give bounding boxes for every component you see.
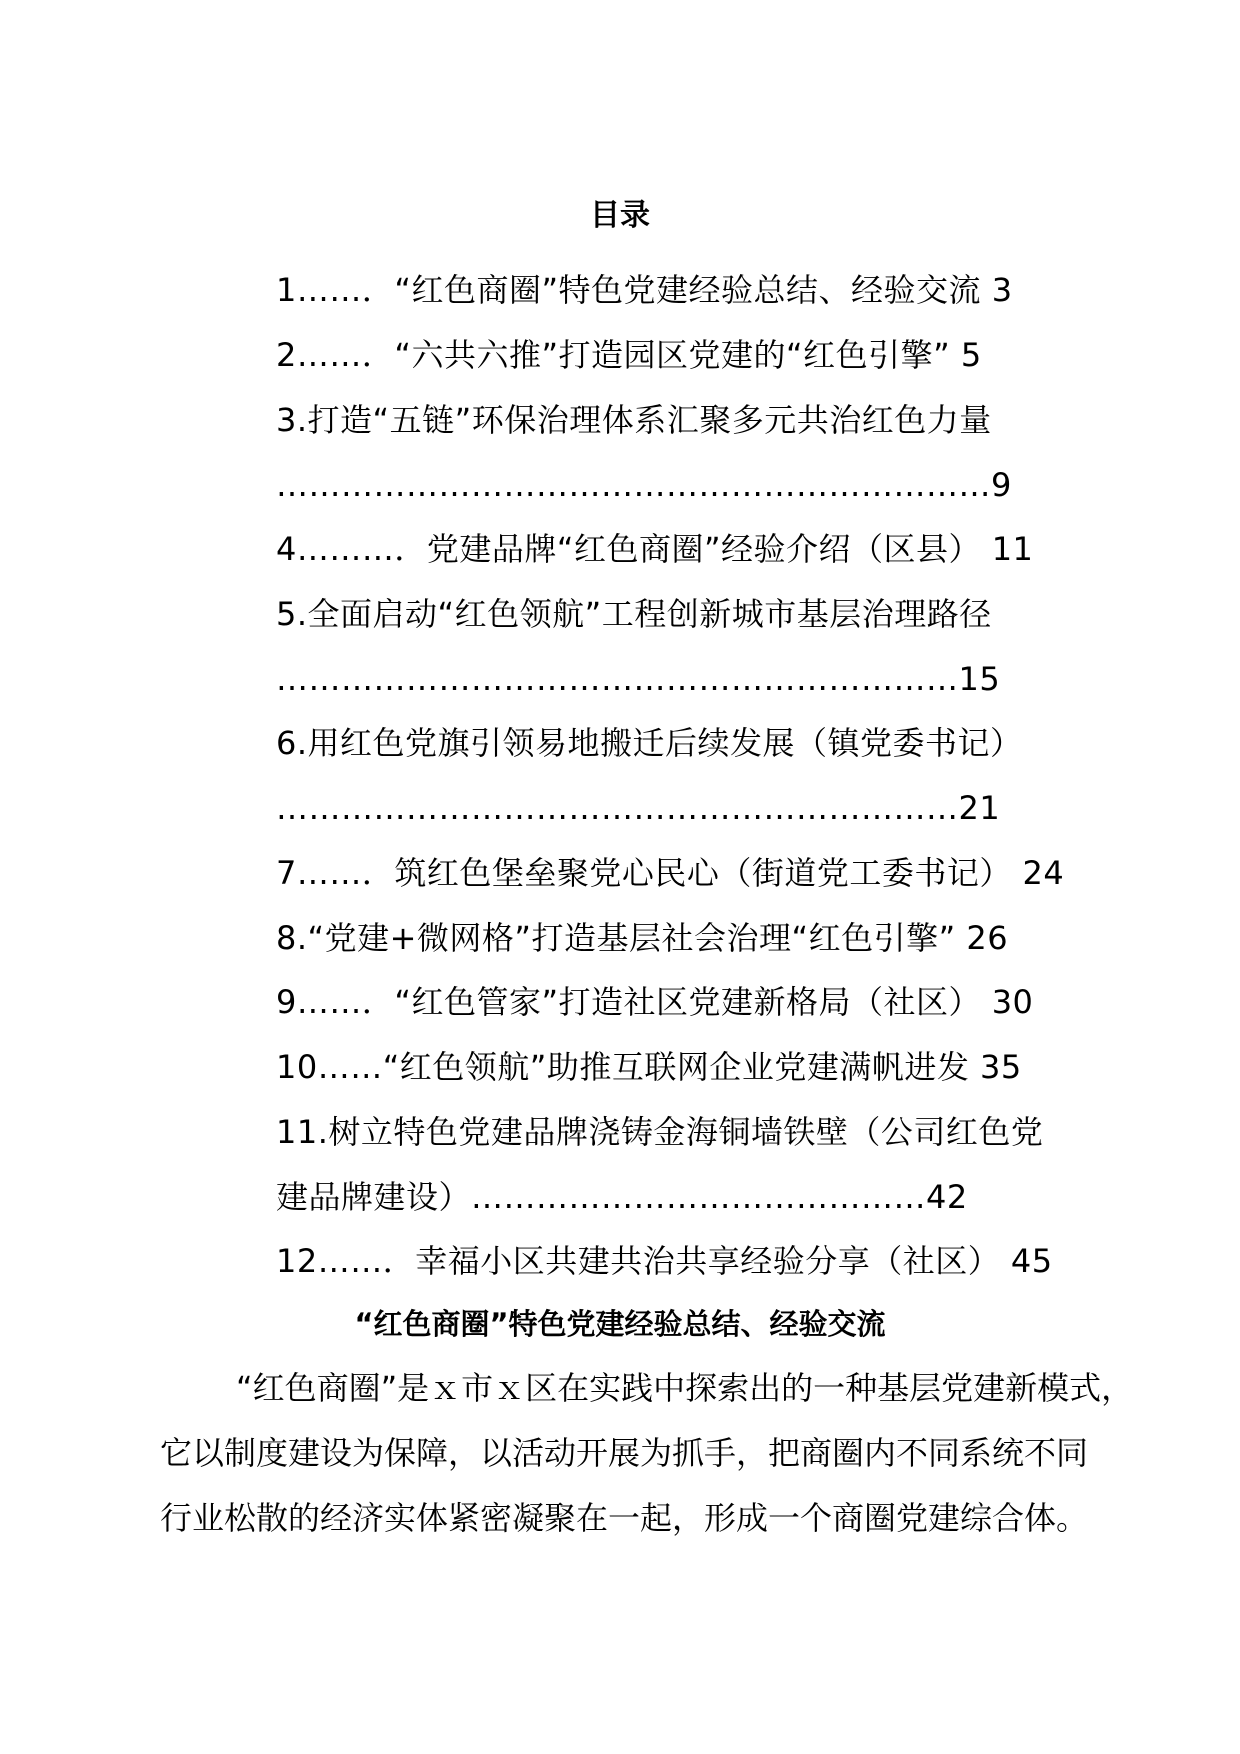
toc-entry-11: 11.树立特色党建品牌浇铸金海铜墙铁壁（公司红色党 <box>276 1113 1044 1151</box>
paragraph-line-3: 行业松散的经济实体紧密凝聚在一起，形成一个商圈党建综合体。 <box>160 1499 1089 1537</box>
toc-entry-1: 1……．“红色商圈”特色党建经验总结、经验交流 3 <box>276 271 1013 309</box>
toc-entry-4: 4………．党建品牌“红色商圈”经验介绍（区县） 11 <box>276 530 1034 568</box>
paragraph-line-2: 它以制度建设为保障，以活动开展为抓手，把商圈内不同系统不同 <box>160 1434 1089 1472</box>
paragraph-line-1: “红色商圈”是ｘ市ｘ区在实践中探索出的一种基层党建新模式， <box>236 1369 1134 1407</box>
toc-entry-6-page: ………………………………………………………21 <box>276 789 1001 827</box>
toc-title: 目录 <box>590 198 650 233</box>
toc-entry-9: 9……．“红色管家”打造社区党建新格局（社区） 30 <box>276 983 1034 1021</box>
toc-entry-11-page: 建品牌建设）……………………………………42 <box>276 1178 968 1216</box>
toc-entry-2: 2……．“六共六推”打造园区党建的“红色引擎” 5 <box>276 336 982 374</box>
toc-entry-8: 8.“党建+微网格”打造基层社会治理“红色引擎” 26 <box>276 919 1009 957</box>
toc-entry-6: 6.用红色党旗引领易地搬迁后续发展（镇党委书记） <box>276 724 1023 762</box>
article-title: “红色商圈”特色党建经验总结、经验交流 <box>354 1307 886 1341</box>
toc-entry-7: 7……．筑红色堡垒聚党心民心（街道党工委书记） 24 <box>276 854 1065 892</box>
toc-entry-5: 5.全面启动“红色领航”工程创新城市基层治理路径 <box>276 595 992 633</box>
toc-entry-5-page: ………………………………………………………15 <box>276 660 1001 698</box>
toc-entry-3: 3.打造“五链”环保治理体系汇聚多元共治红色力量 <box>276 401 992 439</box>
toc-entry-10: 10……“红色领航”助推互联网企业党建满帆进发 35 <box>276 1048 1022 1086</box>
toc-entry-12: 12……．幸福小区共建共治共享经验分享（社区） 45 <box>276 1242 1053 1280</box>
toc-entry-3-page: …………………………………………………………9 <box>276 466 1012 504</box>
